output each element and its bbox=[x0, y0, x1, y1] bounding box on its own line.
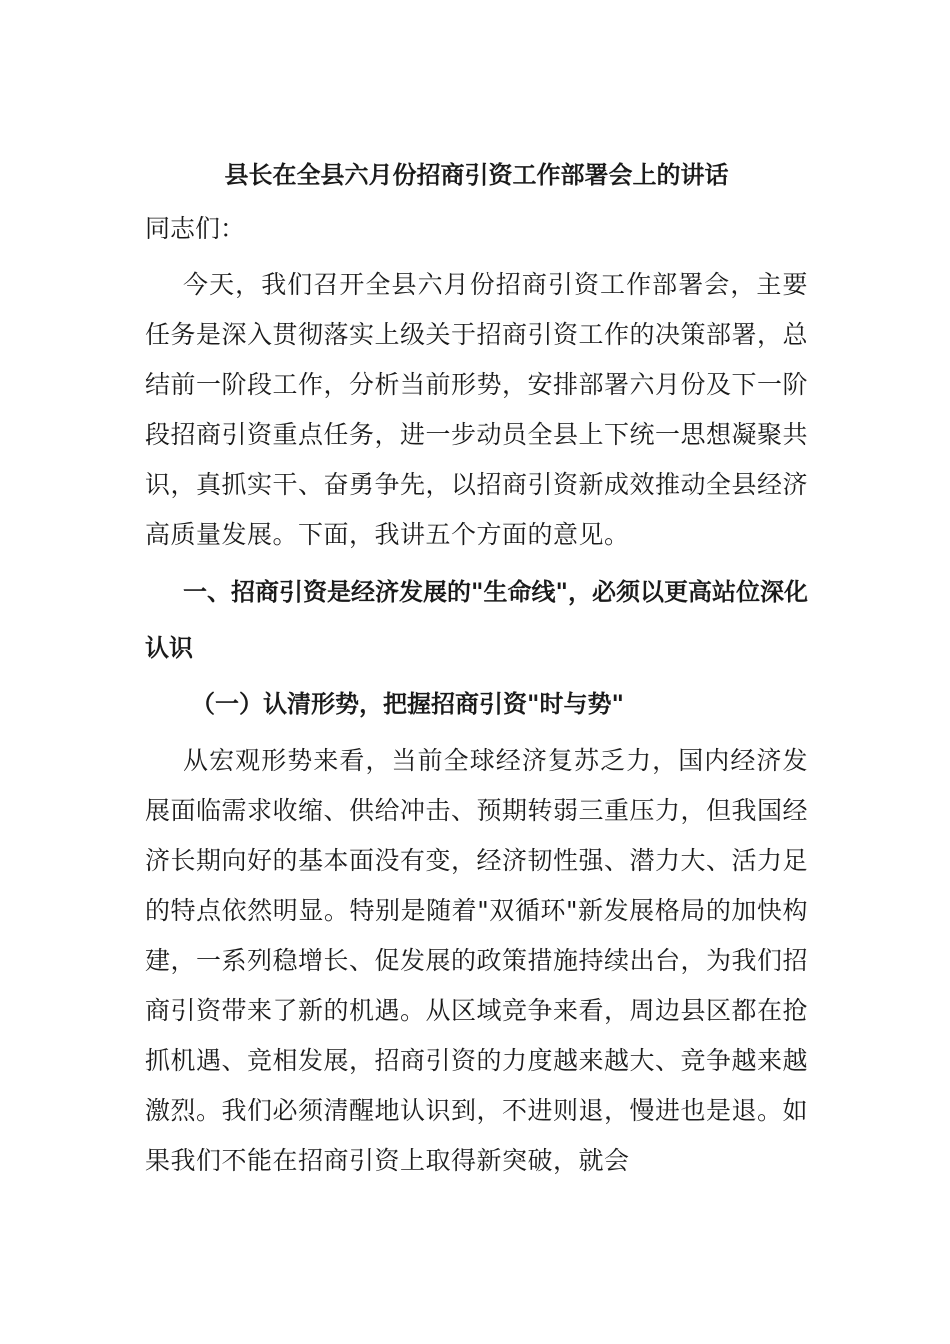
body-paragraph: 从宏观形势来看，当前全球经济复苏乏力，国内经济发展面临需求收缩、供给冲击、预期转弱三重压力，但我国经济长期向好的基本面没有变，经济韧性强、潜力大、活力足的特点依然明显。特别是随着"双循环"新发展格局的加快构建，一系列稳增长、促发展的政策措施持续出台，为我们招商引资带来了新的机遇。从区域竞争来看，周边县区都在抢抓机遇、竞相发展，招商引资的力度越来越大、竞争越来越激烈。我们必须清醒地认识到，不进则退，慢进也是退。如果我们不能在招商引资上取得新突破，就会 bbox=[145, 746, 809, 1175]
section-heading: 一、招商引资是经济发展的"生命线"，必须以更高站位深化认识 bbox=[145, 578, 809, 662]
intro-paragraph: 今天，我们召开全县六月份招商引资工作部署会，主要任务是深入贯彻落实上级关于招商引资工作的决策部署，总结前一阶段工作，分析当前形势，安排部署六月份及下一阶段招商引资重点任务，进一步动员全县上下统一思想凝聚共识，真抓实干、奋勇争先，以招商引资新成效推动全县经济高质量发展。下面，我讲五个方面的意见。 bbox=[145, 270, 809, 549]
document-title: 县长在全县六月份招商引资工作部署会上的讲话 bbox=[224, 161, 729, 189]
subsection-heading: （一）认清形势，把握招商引资"时与势" bbox=[191, 690, 625, 718]
salutation: 同志们： bbox=[145, 214, 246, 243]
document-page bbox=[145, 150, 808, 1186]
